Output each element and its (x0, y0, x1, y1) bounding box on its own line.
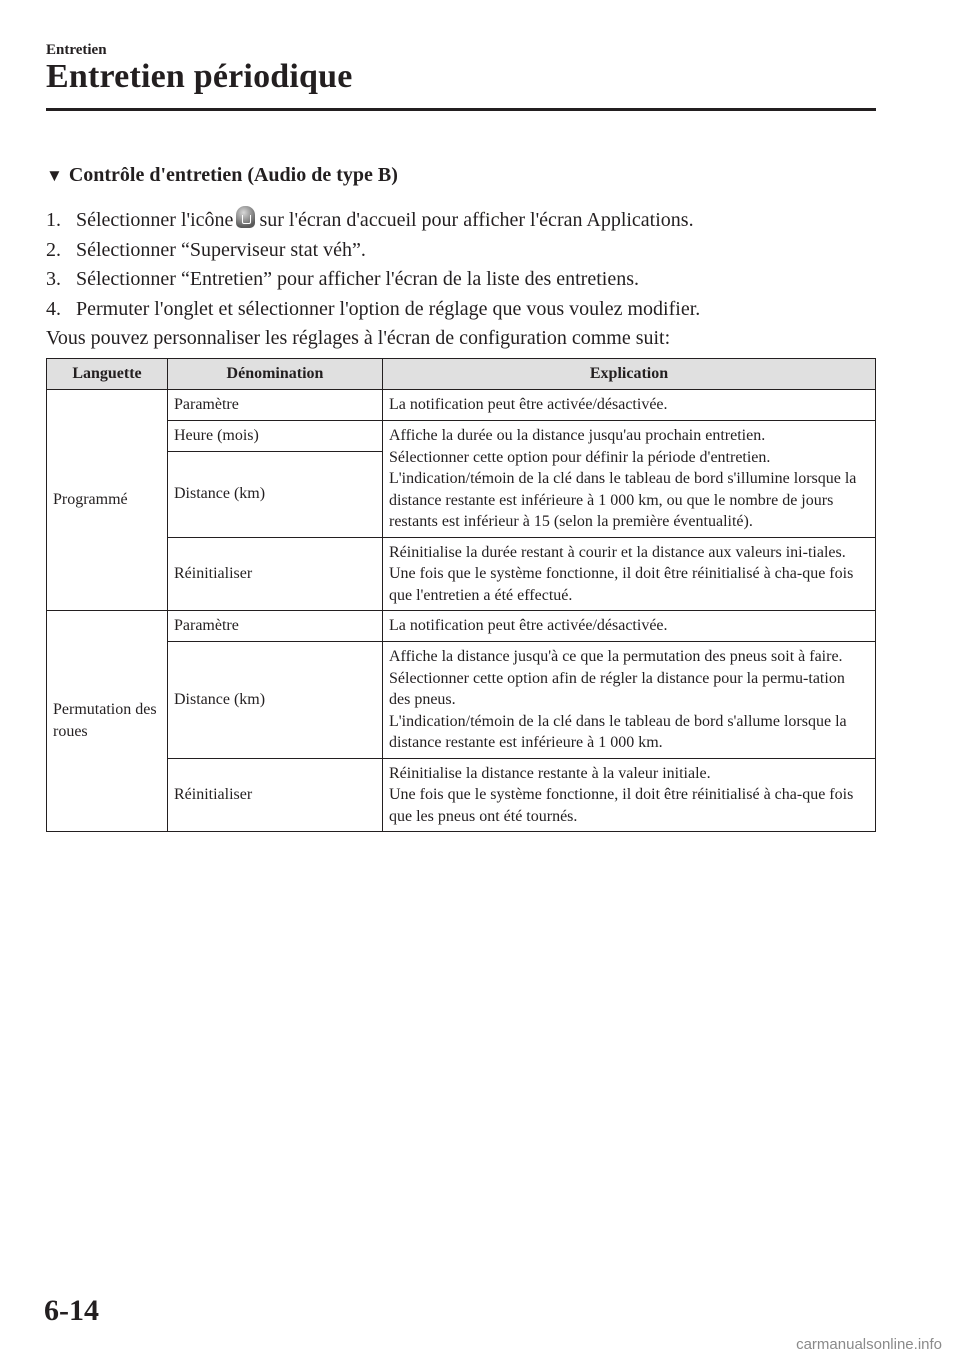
explanation-line: Sélectionner cette option pour définir la période d'entretien. (389, 448, 771, 466)
explanation-line: Affiche la durée ou la distance jusqu'au prochain entretien. (389, 427, 766, 444)
watermark: carmanualsonline.info (796, 1336, 942, 1353)
table-header-row (47, 359, 876, 390)
name-cell: Distance (km) (168, 452, 383, 538)
explanation-cell (383, 537, 876, 611)
explanation-cell (383, 390, 876, 421)
tab-cell: Programmé (47, 390, 168, 611)
explanation-cell (383, 611, 876, 642)
name-cell: Paramètre (168, 611, 383, 642)
explanation-line: L'indication/témoin de la clé dans le tableau de bord s'illumine lorsque la distance restante est inférieure à 1 000 km, ou que le nombre de jours restants est inférieur à 15 (selon la première éventualité). (389, 470, 857, 530)
table-row (47, 611, 876, 642)
header-languette: Languette (47, 359, 168, 390)
name-cell: Réinitialiser (168, 758, 383, 832)
page-title: Entretien périodique (46, 58, 353, 95)
explanation-line: La notification peut être activée/désactivée. (389, 396, 668, 414)
explanation-line: L'indication/témoin de la clé dans le tableau de bord s'allume lorsque la distance restante est inférieure à 1 000 km. (389, 712, 847, 751)
name-cell: Heure (mois) (168, 421, 383, 452)
steps-list (46, 206, 876, 354)
tab-cell: Permutation des roues (47, 611, 168, 832)
explanation-line: Réinitialise la durée restant à courir et la distance aux valeurs ini-tiales. (389, 543, 846, 561)
step-2 (46, 236, 876, 266)
step-text: Permuter l'onglet et sélectionner l'option de réglage que vous voulez modifier. (76, 297, 701, 320)
intro-text: Vous pouvez personnaliser les réglages à l'écran de configuration comme suit: (46, 327, 671, 349)
name-cell: Réinitialiser (168, 537, 383, 611)
step-number: 3. (46, 268, 61, 290)
step-number: 1. (46, 209, 61, 231)
header-explication: Explication (383, 359, 876, 390)
explanation-line: Sélectionner cette option afin de régler la distance pour la permu-tation des pneus. (389, 669, 845, 708)
step-text: Sélectionner l'icône (76, 209, 234, 231)
name-cell: Paramètre (168, 390, 383, 421)
explanation-cell (383, 421, 876, 538)
explanation-cell (383, 642, 876, 759)
step-3 (46, 265, 876, 295)
step-number: 4. (46, 297, 61, 320)
title-rule (46, 108, 876, 111)
sub-heading-text: Contrôle d'entretien (Audio de type B) (68, 164, 398, 186)
step-4 (46, 295, 876, 325)
section-label: Entretien (46, 42, 107, 58)
explanation-line: Une fois que le système fonctionne, il doit être réinitialisé à cha-que fois que l'entretien a été effectué. (389, 565, 854, 604)
table-row (47, 421, 876, 452)
explanation-cell (383, 758, 876, 832)
page-number: 6-14 (44, 1294, 99, 1327)
table-row (47, 758, 876, 832)
explanation-line: Affiche la distance jusqu'à ce que la permutation des pneus soit à faire. (389, 648, 843, 665)
table-row (47, 390, 876, 421)
explanation-line: Une fois que le système fonctionne, il doit être réinitialisé à cha-que fois que les pneus ont été tournés. (389, 786, 854, 825)
explanation-line: Réinitialise la distance restante à la valeur initiale. (389, 764, 711, 782)
header-denomination: Dénomination (168, 359, 383, 390)
table-row (47, 642, 876, 759)
settings-table (46, 358, 876, 832)
step-text: Sélectionner “Entretien” pour afficher l'écran de la liste des entretiens. (76, 268, 639, 290)
step-1 (46, 206, 876, 236)
step-text: sur l'écran d'accueil pour afficher l'écran Applications. (259, 209, 694, 231)
explanation-line: La notification peut être activée/désactivée. (389, 617, 668, 635)
applications-icon (236, 206, 255, 228)
step-number: 2. (46, 238, 61, 261)
triangle-down-icon: ▼ (46, 166, 63, 185)
table-row (47, 537, 876, 611)
step-text: Sélectionner “Superviseur stat véh”. (76, 238, 366, 261)
name-cell: Distance (km) (168, 642, 383, 759)
sub-heading (46, 164, 398, 187)
